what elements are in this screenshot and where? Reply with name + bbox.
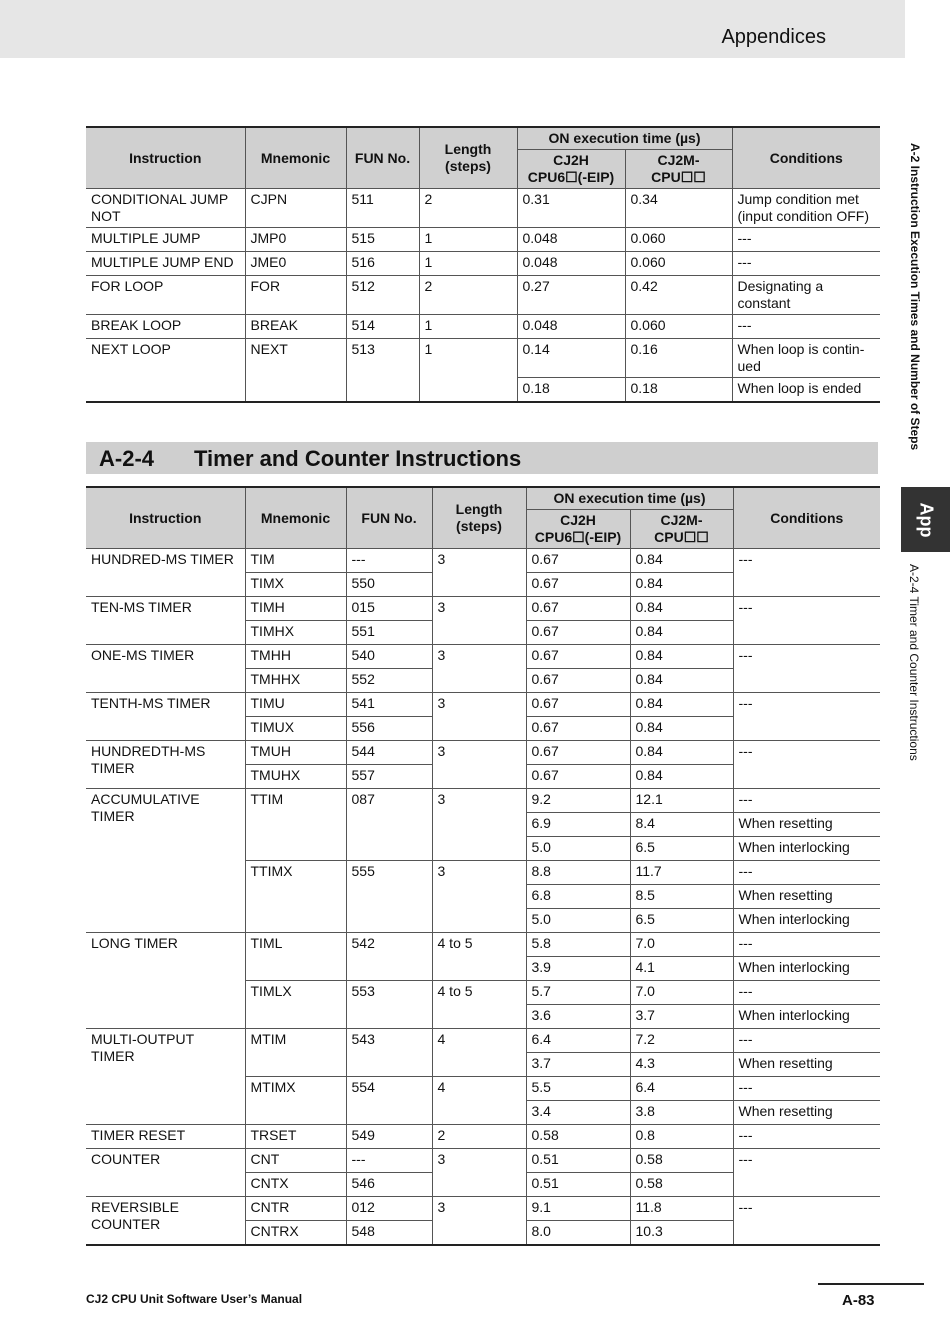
cell-cj2h: 6.8: [526, 885, 630, 909]
cell-fun-no: 553: [346, 981, 432, 1029]
cell-instruction: MULTI-OUTPUT TIMER: [86, 1029, 245, 1125]
table-row: [86, 189, 880, 228]
col-header-length: Length (steps): [432, 487, 526, 549]
cell-conditions: ---: [733, 1077, 880, 1101]
cell-fun-no: ---: [346, 549, 432, 573]
cell-cj2h: 0.67: [526, 669, 630, 693]
cell-length: 2: [419, 276, 517, 315]
table-row: [86, 933, 880, 957]
cell-cj2m: 3.7: [630, 1005, 733, 1029]
table-row: [86, 693, 880, 717]
cell-conditions: ---: [733, 645, 880, 693]
cell-cj2h: 0.67: [526, 597, 630, 621]
cell-cj2m: 0.84: [630, 597, 733, 621]
cell-conditions: When resetting: [733, 885, 880, 909]
cell-conditions: ---: [733, 1197, 880, 1246]
cell-cj2h: 5.7: [526, 981, 630, 1005]
cell-instruction: BREAK LOOP: [86, 315, 245, 339]
table-row: [86, 1029, 880, 1053]
cell-fun-no: 551: [346, 621, 432, 645]
cell-fun-no: 012: [346, 1197, 432, 1221]
cell-mnemonic: TIMUX: [245, 717, 346, 741]
cell-mnemonic: JME0: [245, 252, 346, 276]
cell-length: 3: [432, 693, 526, 741]
col-header-length: Length (steps): [419, 127, 517, 189]
side-subsection-label: A-2-4 Timer and Counter Instructions: [907, 564, 921, 761]
cell-length: 3: [432, 1149, 526, 1197]
section-heading: [86, 442, 878, 474]
appendix-tab: [901, 487, 950, 552]
cell-mnemonic: TIM: [245, 549, 346, 573]
cell-length: 1: [419, 252, 517, 276]
cell-conditions: ---: [732, 252, 880, 276]
cell-conditions: ---: [733, 693, 880, 741]
cell-fun-no: ---: [346, 1149, 432, 1173]
section-number: A-2-4: [99, 446, 155, 471]
cell-cj2m: 7.0: [630, 933, 733, 957]
cell-length: 3: [432, 645, 526, 693]
cell-cj2h: 0.67: [526, 741, 630, 765]
cell-fun-no: 015: [346, 597, 432, 621]
cell-cj2h: 3.6: [526, 1005, 630, 1029]
cell-cj2h: 9.1: [526, 1197, 630, 1221]
cell-mnemonic: TIMHX: [245, 621, 346, 645]
table-row: [86, 741, 880, 765]
cell-cj2m: 0.84: [630, 621, 733, 645]
cell-mnemonic: NEXT: [245, 339, 346, 403]
execution-time-table-2: [86, 486, 880, 1246]
col-header-mnemonic: Mnemonic: [245, 127, 346, 189]
table-row: [86, 1125, 880, 1149]
cell-cj2h: 0.58: [526, 1125, 630, 1149]
cell-length: 2: [432, 1125, 526, 1149]
cell-cj2h: 0.18: [517, 378, 625, 403]
cell-cj2m: 0.58: [630, 1173, 733, 1197]
footer-divider: [818, 1283, 924, 1285]
cell-mnemonic: MTIMX: [245, 1077, 346, 1125]
cell-conditions: When interlocking: [733, 909, 880, 933]
cell-conditions: ---: [733, 741, 880, 789]
cell-cj2m: 8.4: [630, 813, 733, 837]
cell-fun-no: 514: [346, 315, 419, 339]
cell-cj2h: 0.67: [526, 645, 630, 669]
cell-cj2h: 3.7: [526, 1053, 630, 1077]
cell-fun-no: 511: [346, 189, 419, 228]
cell-cj2h: 5.0: [526, 837, 630, 861]
cell-instruction: ACCUMULATIVE TIMER: [86, 789, 245, 933]
cell-length: 1: [419, 339, 517, 403]
col-header-instruction: Instruction: [86, 127, 245, 189]
cell-cj2h: 5.8: [526, 933, 630, 957]
cell-mnemonic: CNTRX: [245, 1221, 346, 1246]
cell-length: 3: [432, 597, 526, 645]
cell-cj2m: 0.060: [625, 315, 732, 339]
cell-mnemonic: MTIM: [245, 1029, 346, 1077]
table-row: [86, 789, 880, 813]
cell-cj2m: 0.42: [625, 276, 732, 315]
col-header-cj2m: CJ2M-CPU☐☐: [625, 150, 732, 189]
col-header-conditions: Conditions: [733, 487, 880, 549]
cell-cj2m: 4.3: [630, 1053, 733, 1077]
cell-length: 4: [432, 1077, 526, 1125]
cell-mnemonic: TMHHX: [245, 669, 346, 693]
table-row: [86, 597, 880, 621]
table-row: [86, 549, 880, 573]
cell-cj2m: 0.8: [630, 1125, 733, 1149]
cell-cj2h: 0.67: [526, 765, 630, 789]
table-row: [86, 645, 880, 669]
cell-conditions: Designating a constant: [732, 276, 880, 315]
cell-cj2h: 0.67: [526, 717, 630, 741]
cell-fun-no: 540: [346, 645, 432, 669]
col-header-on-exec-time: ON execution time (µs): [526, 487, 733, 510]
cell-mnemonic: TIMH: [245, 597, 346, 621]
cell-instruction: TIMER RESET: [86, 1125, 245, 1149]
table-row: [86, 252, 880, 276]
section-title: Timer and Counter Instructions: [194, 446, 522, 471]
cell-cj2m: 0.84: [630, 765, 733, 789]
cell-conditions: ---: [733, 861, 880, 885]
cell-fun-no: 549: [346, 1125, 432, 1149]
cell-cj2m: 0.34: [625, 189, 732, 228]
execution-time-table-1: [86, 126, 880, 403]
cell-cj2h: 5.0: [526, 909, 630, 933]
cell-mnemonic: TIMU: [245, 693, 346, 717]
cell-conditions: ---: [733, 1125, 880, 1149]
cell-conditions: ---: [733, 789, 880, 813]
cell-mnemonic: CNT: [245, 1149, 346, 1173]
cell-conditions: Jump condition met (input condition OFF): [732, 189, 880, 228]
cell-mnemonic: TIMX: [245, 573, 346, 597]
cell-conditions: When resetting: [733, 1053, 880, 1077]
cell-cj2m: 7.0: [630, 981, 733, 1005]
table-row: [86, 339, 880, 378]
cell-cj2m: 0.84: [630, 693, 733, 717]
cell-cj2m: 0.84: [630, 669, 733, 693]
cell-cj2h: 8.0: [526, 1221, 630, 1246]
col-header-conditions: Conditions: [732, 127, 880, 189]
cell-length: 3: [432, 741, 526, 789]
cell-mnemonic: TTIM: [245, 789, 346, 861]
table-row: [86, 228, 880, 252]
cell-conditions: ---: [732, 228, 880, 252]
cell-conditions: ---: [733, 597, 880, 645]
cell-conditions: When loop is contin-ued: [732, 339, 880, 378]
cell-cj2h: 0.51: [526, 1173, 630, 1197]
cell-mnemonic: JMP0: [245, 228, 346, 252]
cell-conditions: When loop is ended: [732, 378, 880, 403]
cell-length: 1: [419, 315, 517, 339]
cell-fun-no: 557: [346, 765, 432, 789]
cell-cj2h: 3.9: [526, 957, 630, 981]
cell-cj2m: 0.84: [630, 717, 733, 741]
cell-length: 4 to 5: [432, 933, 526, 981]
cell-cj2m: 3.8: [630, 1101, 733, 1125]
side-section-label: A-2 Instruction Execution Times and Number of Steps: [908, 143, 922, 451]
cell-conditions: ---: [733, 1029, 880, 1053]
cell-fun-no: 513: [346, 339, 419, 403]
cell-fun-no: 541: [346, 693, 432, 717]
cell-cj2h: 0.67: [526, 573, 630, 597]
cell-conditions: When resetting: [733, 1101, 880, 1125]
cell-conditions: When interlocking: [733, 957, 880, 981]
cell-length: 1: [419, 228, 517, 252]
cell-cj2m: 0.84: [630, 573, 733, 597]
cell-instruction: CONDITIONAL JUMP NOT: [86, 189, 245, 228]
cell-cj2m: 0.84: [630, 741, 733, 765]
col-header-mnemonic: Mnemonic: [245, 487, 346, 549]
cell-cj2h: 0.048: [517, 252, 625, 276]
cell-cj2h: 6.4: [526, 1029, 630, 1053]
cell-cj2m: 10.3: [630, 1221, 733, 1246]
cell-fun-no: 555: [346, 861, 432, 933]
cell-instruction: ONE-MS TIMER: [86, 645, 245, 693]
cell-length: 3: [432, 789, 526, 861]
footer-manual-title: CJ2 CPU Unit Software User’s Manual: [86, 1292, 303, 1306]
cell-cj2h: 0.67: [526, 621, 630, 645]
cell-mnemonic: BREAK: [245, 315, 346, 339]
col-header-on-exec-time: ON execution time (µs): [517, 127, 732, 150]
cell-conditions: ---: [733, 981, 880, 1005]
col-header-fun-no: FUN No.: [346, 127, 419, 189]
cell-cj2m: 0.16: [625, 339, 732, 378]
page-header-title: Appendices: [721, 26, 826, 48]
cell-cj2h: 0.048: [517, 228, 625, 252]
cell-fun-no: 544: [346, 741, 432, 765]
cell-conditions: ---: [733, 549, 880, 597]
cell-instruction: HUNDRED-MS TIMER: [86, 549, 245, 597]
cell-instruction: NEXT LOOP: [86, 339, 245, 403]
cell-mnemonic: TIMLX: [245, 981, 346, 1029]
cell-cj2h: 6.9: [526, 813, 630, 837]
cell-cj2m: 6.5: [630, 837, 733, 861]
cell-fun-no: 542: [346, 933, 432, 981]
cell-fun-no: 087: [346, 789, 432, 861]
cell-conditions: ---: [733, 933, 880, 957]
cell-cj2m: 11.8: [630, 1197, 733, 1221]
cell-cj2m: 0.18: [625, 378, 732, 403]
cell-cj2m: 0.060: [625, 252, 732, 276]
table-row: [86, 1197, 880, 1221]
table-row: [86, 1149, 880, 1173]
cell-conditions: When interlocking: [733, 1005, 880, 1029]
cell-cj2m: 4.1: [630, 957, 733, 981]
cell-conditions: When resetting: [733, 813, 880, 837]
cell-length: 3: [432, 549, 526, 597]
col-header-cj2h: CJ2H CPU6☐(-EIP): [517, 150, 625, 189]
cell-instruction: TENTH-MS TIMER: [86, 693, 245, 741]
col-header-instruction: Instruction: [86, 487, 245, 549]
cell-cj2h: 9.2: [526, 789, 630, 813]
cell-length: 4: [432, 1029, 526, 1077]
cell-length: 3: [432, 1197, 526, 1246]
cell-length: 4 to 5: [432, 981, 526, 1029]
cell-length: 3: [432, 861, 526, 933]
cell-length: 2: [419, 189, 517, 228]
cell-instruction: LONG TIMER: [86, 933, 245, 1029]
cell-fun-no: 554: [346, 1077, 432, 1125]
cell-cj2m: 6.4: [630, 1077, 733, 1101]
cell-cj2h: 3.4: [526, 1101, 630, 1125]
cell-fun-no: 516: [346, 252, 419, 276]
cell-mnemonic: CNTR: [245, 1197, 346, 1221]
cell-mnemonic: FOR: [245, 276, 346, 315]
col-header-cj2m: CJ2M-CPU☐☐: [630, 510, 733, 549]
cell-cj2m: 8.5: [630, 885, 733, 909]
cell-cj2h: 0.67: [526, 549, 630, 573]
cell-cj2m: 11.7: [630, 861, 733, 885]
cell-mnemonic: TIML: [245, 933, 346, 981]
cell-cj2h: 0.048: [517, 315, 625, 339]
cell-conditions: ---: [733, 1149, 880, 1197]
table-row: [86, 315, 880, 339]
cell-cj2m: 12.1: [630, 789, 733, 813]
cell-cj2h: 0.31: [517, 189, 625, 228]
col-header-cj2h: CJ2H CPU6☐(-EIP): [526, 510, 630, 549]
header-band: [0, 0, 905, 58]
cell-instruction: TEN-MS TIMER: [86, 597, 245, 645]
cell-cj2h: 0.14: [517, 339, 625, 378]
cell-cj2m: 7.2: [630, 1029, 733, 1053]
cell-mnemonic: TMHH: [245, 645, 346, 669]
table-row: [86, 276, 880, 315]
cell-cj2h: 5.5: [526, 1077, 630, 1101]
cell-fun-no: 546: [346, 1173, 432, 1197]
cell-cj2m: 0.84: [630, 549, 733, 573]
cell-cj2h: 0.67: [526, 693, 630, 717]
cell-cj2m: 0.84: [630, 645, 733, 669]
cell-fun-no: 512: [346, 276, 419, 315]
cell-mnemonic: TMUH: [245, 741, 346, 765]
cell-conditions: ---: [732, 315, 880, 339]
cell-instruction: FOR LOOP: [86, 276, 245, 315]
cell-cj2h: 0.51: [526, 1149, 630, 1173]
cell-mnemonic: CJPN: [245, 189, 346, 228]
cell-mnemonic: TRSET: [245, 1125, 346, 1149]
cell-fun-no: 515: [346, 228, 419, 252]
cell-instruction: REVERSIBLE COUNTER: [86, 1197, 245, 1246]
cell-instruction: MULTIPLE JUMP END: [86, 252, 245, 276]
cell-fun-no: 552: [346, 669, 432, 693]
cell-instruction: COUNTER: [86, 1149, 245, 1197]
cell-instruction: HUNDREDTH-MS TIMER: [86, 741, 245, 789]
cell-fun-no: 543: [346, 1029, 432, 1077]
appendix-tab-label: App: [916, 502, 936, 537]
cell-fun-no: 556: [346, 717, 432, 741]
cell-fun-no: 550: [346, 573, 432, 597]
page-number: A-83: [842, 1292, 875, 1309]
cell-mnemonic: CNTX: [245, 1173, 346, 1197]
cell-cj2m: 0.060: [625, 228, 732, 252]
cell-cj2h: 8.8: [526, 861, 630, 885]
cell-instruction: MULTIPLE JUMP: [86, 228, 245, 252]
cell-cj2m: 0.58: [630, 1149, 733, 1173]
cell-cj2m: 6.5: [630, 909, 733, 933]
col-header-fun-no: FUN No.: [346, 487, 432, 549]
cell-conditions: When interlocking: [733, 837, 880, 861]
cell-cj2h: 0.27: [517, 276, 625, 315]
cell-mnemonic: TTIMX: [245, 861, 346, 933]
cell-fun-no: 548: [346, 1221, 432, 1246]
cell-mnemonic: TMUHX: [245, 765, 346, 789]
